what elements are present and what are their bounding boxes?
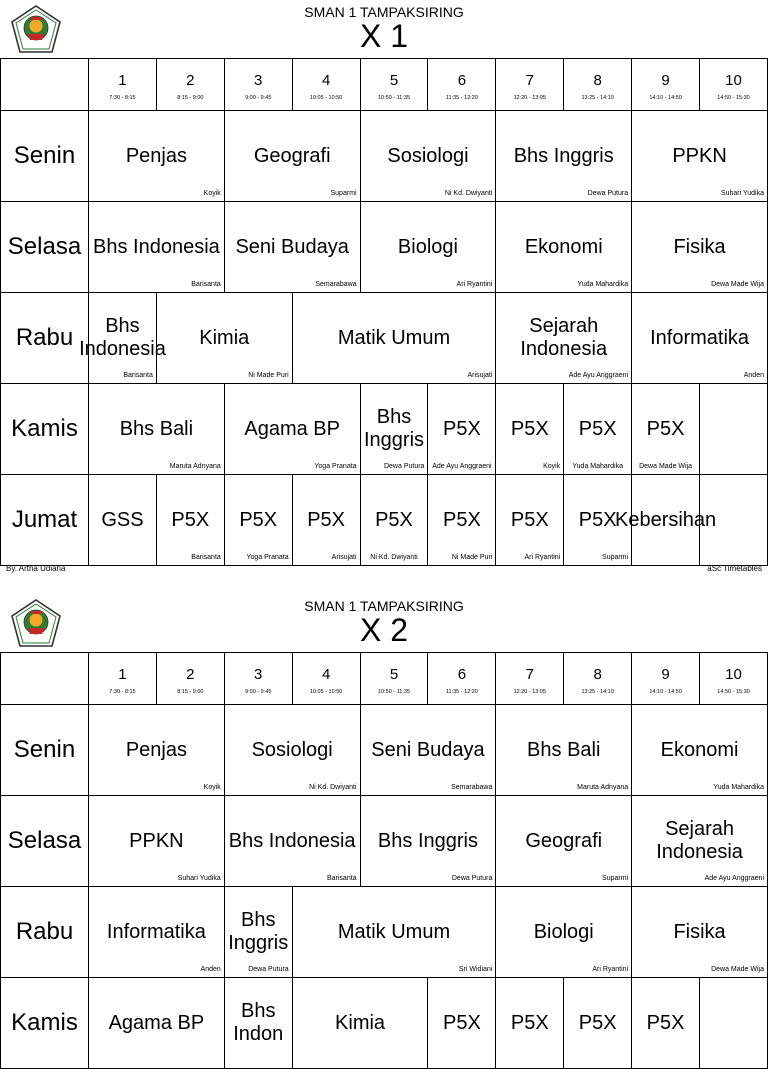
subject-name: Penjas	[125, 738, 187, 761]
day-row-senin	[1, 705, 768, 796]
subject-name: Bhs Indonesia	[93, 235, 220, 258]
subject-name: Kimia	[199, 326, 250, 349]
subject-name: Bhs Bali	[527, 738, 601, 761]
subject-name: PPKN	[672, 144, 727, 167]
subject-name: Bhs Inggris	[228, 909, 289, 954]
period-number: 7	[525, 666, 534, 683]
subject-name: Seni Budaya	[235, 235, 349, 258]
lesson-cell	[632, 111, 768, 202]
day-label: Kamis	[1, 978, 89, 1069]
teacher-name: Arisujati	[331, 554, 357, 561]
subject-name: GSS	[101, 508, 144, 531]
period-time: 13:25 - 14:10	[581, 689, 614, 695]
period-header	[428, 653, 496, 705]
period-time: 9:00 - 9:45	[245, 95, 272, 101]
teacher-name: Maruta Adnyana	[169, 463, 221, 470]
lesson-cell	[89, 384, 225, 475]
teacher-name: Ni Made Puri	[451, 554, 493, 561]
lesson-cell	[224, 705, 360, 796]
day-label: Selasa	[1, 796, 89, 887]
school-name: SMAN 1 TAMPAKSIRING	[304, 4, 464, 20]
subject-name: P5X	[442, 508, 481, 531]
period-number: 9	[661, 666, 670, 683]
subject-name: Agama BP	[244, 417, 340, 440]
period-time: 14:50 - 15:30	[717, 689, 750, 695]
day-row-rabu	[1, 887, 768, 978]
period-header	[89, 59, 157, 111]
lesson-cell	[496, 796, 632, 887]
subject-name: Bhs Inggris	[513, 144, 614, 167]
lesson-cell	[224, 978, 292, 1069]
subject-name: Kimia	[335, 1011, 386, 1034]
period-time: 14:10 - 14:50	[649, 689, 682, 695]
lesson-cell	[292, 887, 496, 978]
teacher-name: Suparmi	[330, 190, 357, 197]
teacher-name: Koyik	[203, 190, 221, 197]
period-header	[496, 653, 564, 705]
teacher-name: Suparmi	[602, 554, 629, 561]
lesson-cell	[360, 796, 496, 887]
day-row-selasa	[1, 202, 768, 293]
lesson-cell	[496, 887, 632, 978]
lesson-cell	[224, 384, 360, 475]
period-header	[700, 653, 768, 705]
lesson-cell	[224, 887, 292, 978]
subject-name: P5X	[578, 1011, 617, 1034]
lesson-cell	[360, 202, 496, 293]
day-row-rabu	[1, 293, 768, 384]
teacher-name: Koyik	[543, 463, 561, 470]
lesson-cell	[360, 475, 428, 566]
period-number: 6	[457, 666, 467, 683]
teacher-name: Ni Kd. Dwiyanti	[309, 784, 357, 791]
subject-name: Ekonomi	[524, 235, 603, 258]
subject-name: Ekonomi	[660, 738, 739, 761]
period-time: 11:35 - 12:20	[445, 95, 478, 101]
timetable-1	[0, 594, 768, 1045]
lesson-cell	[224, 796, 360, 887]
lesson-cell	[700, 384, 768, 475]
teacher-name: Barisanta	[191, 281, 221, 288]
subject-name: Sosiologi	[387, 144, 469, 167]
teacher-name: Dewa Made Wija	[711, 966, 764, 973]
lesson-cell	[79, 293, 166, 384]
subject-name: Matik Umum	[337, 920, 451, 943]
period-number: 8	[593, 666, 602, 683]
corner-cell	[1, 653, 89, 705]
period-number: 1	[118, 666, 127, 683]
period-time: 10:05 - 10:50	[309, 95, 343, 101]
period-header	[564, 59, 632, 111]
lesson-cell	[292, 978, 428, 1069]
subject-name: Matik Umum	[337, 326, 451, 349]
lesson-cell	[224, 475, 292, 566]
teacher-name: Yuda Mahardika	[572, 463, 623, 470]
lesson-cell	[224, 111, 360, 202]
period-number: 6	[457, 72, 467, 89]
timetable-header	[0, 594, 768, 652]
teacher-name: Ari Ryantini	[456, 281, 493, 288]
period-time: 7:30 - 8:15	[109, 95, 136, 101]
day-label: Selasa	[1, 202, 89, 293]
period-header	[632, 653, 700, 705]
teacher-name: Yuda Mahardika	[713, 784, 764, 791]
lesson-cell	[224, 202, 360, 293]
lesson-cell	[89, 705, 225, 796]
subject-name: Bhs Inggris	[363, 406, 425, 451]
period-time: 10:05 - 10:50	[309, 689, 343, 695]
subject-name: Penjas	[125, 144, 187, 167]
period-header	[224, 653, 292, 705]
corner-cell	[1, 59, 89, 111]
subject-name: P5X	[510, 1011, 549, 1034]
teacher-name: Sri Widiani	[458, 966, 493, 973]
period-header-row	[1, 653, 768, 705]
period-time: 13:25 - 14:10	[581, 95, 614, 101]
lesson-cell	[360, 384, 428, 475]
period-time: 7:30 - 8:15	[109, 689, 136, 695]
lesson-cell	[89, 202, 225, 293]
period-header	[632, 59, 700, 111]
lesson-cell	[156, 293, 292, 384]
period-header	[564, 653, 632, 705]
subject-name: Bhs Indon	[233, 1000, 284, 1045]
teacher-name: Ade Ayu Anggraeni	[568, 372, 629, 379]
period-header	[156, 653, 224, 705]
period-number: 2	[186, 666, 195, 683]
period-number: 3	[254, 72, 263, 89]
period-time: 11:35 - 12:20	[445, 689, 478, 695]
subject-name: P5X	[578, 417, 617, 440]
period-header	[156, 59, 224, 111]
period-time: 12:20 - 13:05	[513, 95, 546, 101]
period-number: 2	[186, 72, 195, 89]
teacher-name: Dewa Putura	[248, 966, 289, 973]
teacher-name: Dewa Putura	[383, 463, 425, 470]
subject-name: P5X	[171, 508, 210, 531]
lesson-cell	[89, 111, 225, 202]
lesson-cell	[496, 384, 564, 475]
lesson-cell	[700, 978, 768, 1069]
footer-author: By. Artha Udiana	[6, 564, 66, 573]
lesson-cell	[632, 384, 700, 475]
subject-name: PPKN	[129, 829, 184, 852]
footer	[0, 564, 768, 576]
lesson-cell	[496, 705, 632, 796]
period-number: 1	[118, 72, 127, 89]
period-number: 8	[593, 72, 602, 89]
day-row-kamis	[1, 384, 768, 475]
subject-name: P5X	[239, 508, 278, 531]
lesson-cell	[89, 796, 225, 887]
teacher-name: Dewa Putura	[587, 190, 629, 197]
lesson-cell	[428, 384, 496, 475]
lesson-cell	[632, 796, 768, 887]
period-header	[360, 59, 428, 111]
schedule-grid	[0, 58, 768, 566]
subject-name: Geografi	[253, 144, 331, 167]
period-header	[89, 653, 157, 705]
day-row-kamis	[1, 978, 768, 1069]
lesson-cell	[496, 978, 564, 1069]
subject-name: P5X	[578, 508, 617, 531]
lesson-cell	[89, 887, 225, 978]
subject-name: P5X	[646, 1011, 685, 1034]
subject-name: Seni Budaya	[371, 738, 485, 761]
teacher-name: Ade Ayu Anggraeni	[704, 875, 764, 882]
lesson-cell	[632, 293, 768, 384]
period-time: 14:50 - 15:30	[717, 95, 750, 101]
period-number: 4	[321, 666, 331, 683]
subject-name: P5X	[442, 417, 481, 440]
school-name: SMAN 1 TAMPAKSIRING	[304, 598, 464, 614]
teacher-name: Suhari Yudika	[177, 875, 221, 882]
footer-credit: aSc Timetables	[707, 564, 762, 573]
period-time: 9:00 - 9:45	[245, 689, 272, 695]
teacher-name: Ari Ryantini	[524, 554, 561, 561]
teacher-name: Yoga Pranata	[314, 463, 357, 470]
subject-name: P5X	[375, 508, 413, 531]
subject-name: Bhs Inggris	[377, 829, 478, 852]
teacher-name: Dewa Made Wija	[639, 463, 693, 470]
lesson-cell	[292, 475, 360, 566]
subject-name: Kebersihan	[614, 508, 717, 531]
period-time: 10:50 - 11:35	[378, 95, 411, 101]
timetable-header	[0, 0, 768, 58]
period-header	[428, 59, 496, 111]
subject-name: P5X	[510, 508, 549, 531]
day-label: Jumat	[1, 475, 89, 566]
class-title: X 2	[359, 612, 409, 648]
period-header	[496, 59, 564, 111]
lesson-cell	[632, 705, 768, 796]
schedule-grid	[0, 652, 768, 1069]
lesson-cell	[700, 475, 768, 566]
teacher-name: Anden	[743, 372, 764, 379]
day-row-jumat	[1, 475, 768, 566]
teacher-name: Anden	[200, 966, 221, 973]
teacher-name: Koyik	[203, 784, 221, 791]
lesson-cell	[564, 384, 632, 475]
teacher-name: Semarabawa	[451, 784, 493, 791]
lesson-cell	[428, 475, 496, 566]
day-row-selasa	[1, 796, 768, 887]
period-number: 7	[525, 72, 534, 89]
teacher-name: Ni Kd. Dwiyanti	[370, 554, 418, 561]
teacher-name: Semarabawa	[315, 281, 357, 288]
period-time: 8:15 - 9:00	[177, 689, 204, 695]
teacher-name: Ni Made Puri	[248, 372, 289, 379]
period-time: 12:20 - 13:05	[513, 689, 546, 695]
teacher-name: Dewa Putura	[451, 875, 493, 882]
subject-name: Sosiologi	[251, 738, 333, 761]
subject-name: Informatika	[106, 920, 206, 943]
day-row-senin	[1, 111, 768, 202]
subject-name: P5X	[442, 1011, 481, 1034]
lesson-cell	[564, 978, 632, 1069]
day-label: Senin	[1, 705, 89, 796]
subject-name: Biologi	[397, 235, 458, 258]
day-label: Rabu	[1, 293, 89, 384]
teacher-name: Barisanta	[191, 554, 221, 561]
period-header	[700, 59, 768, 111]
period-number: 5	[389, 72, 399, 89]
lesson-cell	[360, 705, 496, 796]
period-header	[224, 59, 292, 111]
period-header	[292, 653, 360, 705]
subject-name: P5X	[307, 508, 346, 531]
teacher-name: Suhari Yudika	[720, 190, 764, 197]
subject-name: Sejarah Indonesia	[656, 818, 743, 863]
period-number: 9	[661, 72, 670, 89]
period-header-row	[1, 59, 768, 111]
lesson-cell	[496, 202, 632, 293]
period-number: 4	[321, 72, 331, 89]
period-number: 5	[389, 666, 399, 683]
teacher-name: Suparmi	[602, 875, 629, 882]
subject-name: Geografi	[525, 829, 603, 852]
subject-name: P5X	[646, 417, 685, 440]
subject-name: Fisika	[673, 920, 726, 943]
lesson-cell	[360, 111, 496, 202]
subject-name: Informatika	[650, 326, 750, 349]
subject-name: Bhs Indonesia	[79, 315, 166, 360]
subject-name: Agama BP	[108, 1011, 205, 1034]
teacher-name: Barisanta	[326, 875, 357, 882]
lesson-cell	[496, 111, 632, 202]
teacher-name: Yoga Pranata	[246, 554, 289, 561]
lesson-cell	[428, 978, 496, 1069]
period-time: 8:15 - 9:00	[177, 95, 204, 101]
teacher-name: Ari Ryantini	[592, 966, 629, 973]
subject-name: Bhs Bali	[119, 417, 194, 440]
period-number: 3	[254, 666, 263, 683]
lesson-cell	[496, 475, 564, 566]
class-title: X 1	[359, 18, 409, 54]
lesson-cell	[632, 978, 700, 1069]
subject-name: Biologi	[533, 920, 594, 943]
period-time: 10:50 - 11:35	[378, 689, 411, 695]
subject-name: P5X	[510, 417, 549, 440]
lesson-cell	[496, 293, 632, 384]
lesson-cell	[156, 475, 224, 566]
period-time: 14:10 - 14:50	[649, 95, 682, 101]
day-label: Kamis	[1, 384, 89, 475]
teacher-name: Barisanta	[123, 372, 153, 379]
lesson-cell	[89, 475, 157, 566]
lesson-cell	[89, 978, 225, 1069]
teacher-name: Yuda Mahardika	[577, 281, 629, 288]
period-number: 10	[725, 72, 742, 89]
day-label: Rabu	[1, 887, 89, 978]
teacher-name: Maruta Adnyana	[577, 784, 629, 791]
teacher-name: Dewa Made Wija	[711, 281, 764, 288]
teacher-name: Ade Ayu Anggraeni	[432, 463, 492, 470]
day-label: Senin	[1, 111, 89, 202]
lesson-cell	[292, 293, 496, 384]
period-header	[360, 653, 428, 705]
lesson-cell	[632, 887, 768, 978]
teacher-name: Ni Kd. Dwiyanti	[444, 190, 493, 197]
subject-name: Sejarah Indonesia	[520, 315, 608, 360]
subject-name: Bhs Indonesia	[228, 829, 356, 852]
teacher-name: Arisujati	[467, 372, 493, 379]
period-number: 10	[725, 666, 742, 683]
lesson-cell	[632, 202, 768, 293]
period-header	[292, 59, 360, 111]
subject-name: Fisika	[673, 235, 726, 258]
